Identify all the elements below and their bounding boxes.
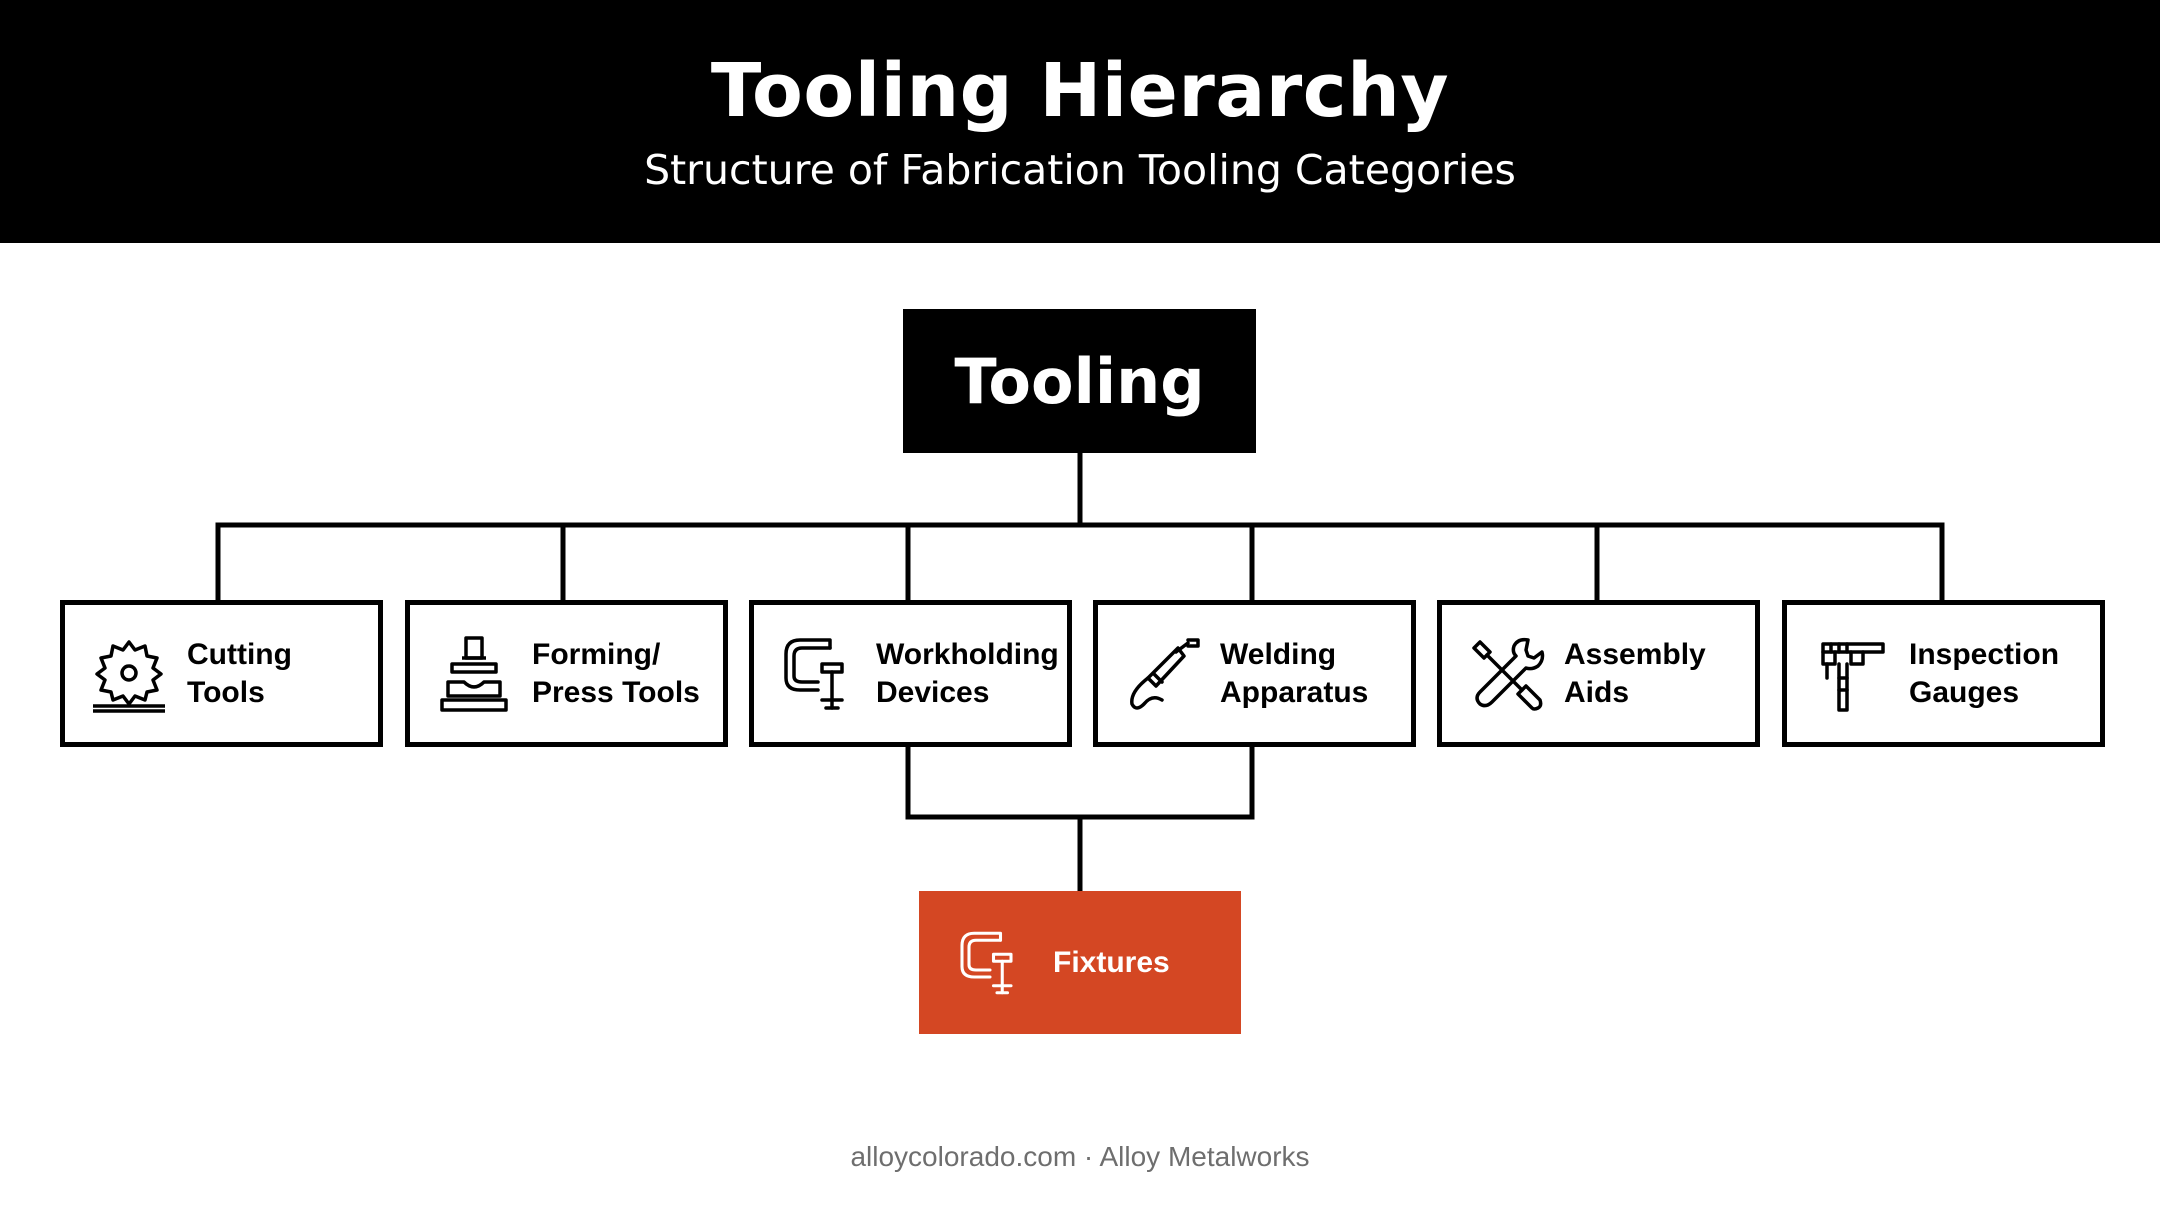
category-node-assembly-aids: [1437, 600, 1760, 747]
category-node-forming-press-tools: [405, 600, 728, 747]
category-label: Welding Apparatus: [1220, 637, 1369, 709]
footer-credit: alloycolorado.com · Alloy Metalworks: [850, 1141, 1310, 1172]
root-node-tooling: [903, 309, 1256, 453]
connector-merge-bracket: [908, 747, 1252, 817]
category-node-workholding-devices: [749, 600, 1072, 747]
category-label: Workholding Devices: [876, 637, 1059, 709]
child-label: Fixtures: [1053, 945, 1170, 979]
welding-torch-icon: [1122, 634, 1202, 714]
root-label: Tooling: [954, 344, 1205, 418]
wrench-screwdriver-icon: [1466, 634, 1546, 714]
child-node-fixtures: [919, 891, 1241, 1034]
category-node-cutting-tools: [60, 600, 383, 747]
category-label: Assembly Aids: [1564, 637, 1706, 709]
clamp-icon: [955, 923, 1025, 1003]
category-node-welding-apparatus: [1093, 600, 1416, 747]
category-label: Inspection Gauges: [1909, 637, 2060, 709]
page-subtitle: Structure of Fabrication Tooling Categories: [644, 146, 1516, 194]
category-label: Cutting Tools: [187, 637, 292, 709]
category-node-inspection-gauges: [1782, 600, 2105, 747]
category-label: Forming/ Press Tools: [532, 637, 700, 709]
press-icon: [434, 634, 514, 714]
clamp-icon: [778, 634, 858, 714]
saw-blade-icon: [89, 634, 169, 714]
page-title: Tooling Hierarchy: [710, 48, 1450, 134]
caliper-icon: [1811, 634, 1891, 714]
